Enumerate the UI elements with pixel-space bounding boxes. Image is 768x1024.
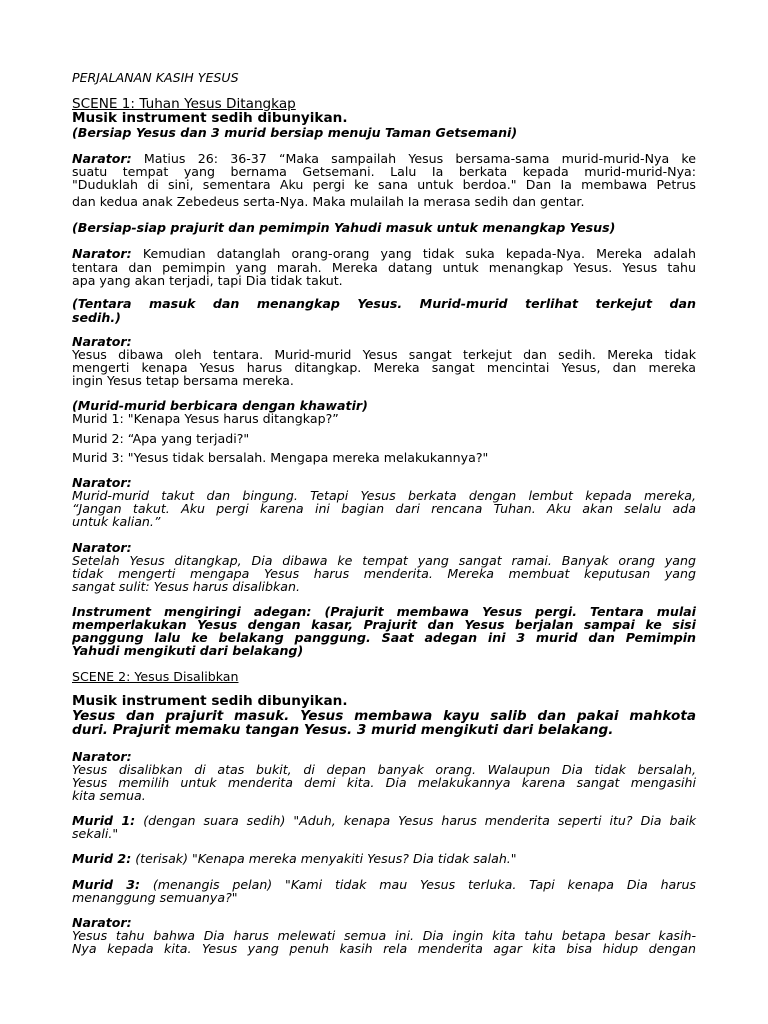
scene2-murid-2-line: Murid 2: (terisak) "Kenapa mereka menyakiti Yesus? Dia tidak salah." xyxy=(72,851,517,866)
scene1-music-note: Musik instrument sedih dibunyikan. xyxy=(72,110,348,126)
scene2-murid-3-line-1: Murid 3: (menangis pelan) "Kami tidak mau Yesus terluka. Tapi kenapa Dia harus xyxy=(72,877,696,892)
narrator-label: Narator: xyxy=(72,540,132,555)
scene2-narration-1-line-1: Yesus disalibkan di atas bukit, di depan banyak orang. Walaupun Dia tidak bersalah, xyxy=(72,762,696,777)
scene2-music-note: Musik instrument sedih dibunyikan. xyxy=(72,693,348,709)
scene1-stage-direction-4: (Murid-murid berbicara dengan khawatir) xyxy=(72,398,368,413)
scene1-narration-2-line-3: apa yang akan terjadi, tapi Dia tidak takut. xyxy=(72,273,343,288)
document-title: PERJALANAN KASIH YESUS xyxy=(72,70,239,85)
scene1-instrument-direction-line-1: Instrument mengiringi adegan: (Prajurit membawa Yesus pergi. Tentara mulai xyxy=(72,604,696,619)
scene1-narration-1-line-3: "Duduklah di sini, sementara Aku pergi ke sana untuk berdoa." Dan Ia membawa Petrus xyxy=(72,177,696,192)
scene1-stage-direction-3-line-2: sedih.) xyxy=(72,310,121,325)
scene1-heading: SCENE 1: Tuhan Yesus Ditangkap xyxy=(72,96,296,112)
scene2-narration-1-line-3: kita semua. xyxy=(72,788,146,803)
scene2-narration-2-line-2: Nya kepada kita. Yesus yang penuh kasih rela menderita agar kita bisa hidup dengan xyxy=(72,941,696,956)
murid-1-line: Murid 1: "Kenapa Yesus harus ditangkap?” xyxy=(72,411,339,426)
scene1-narration-1-line-4: dan kedua anak Zebedeus serta-Nya. Maka mulailah Ia merasa sedih dan gentar. xyxy=(72,194,585,209)
narrator-label: Narator: xyxy=(72,475,132,490)
scene1-narration-3-line-3: ingin Yesus tetap bersama mereka. xyxy=(72,373,294,388)
scene1-instrument-direction-line-3: panggung lalu ke belakang panggung. Saat adegan ini 3 murid dan Pemimpin xyxy=(72,630,696,645)
scene1-stage-direction-2: (Bersiap-siap prajurit dan pemimpin Yahudi masuk untuk menangkap Yesus) xyxy=(72,220,616,235)
scene1-stage-direction-3-line-1: (Tentara masuk dan menangkap Yesus. Murid-murid terlihat terkejut dan xyxy=(72,296,696,311)
scene1-narration-1-line-2: suatu tempat yang bernama Getsemani. Lalu Ia berkata kepada murid-murid-Nya: xyxy=(72,164,696,179)
murid-3-label: Murid 3: xyxy=(72,877,141,892)
scene2-stage-direction-line-2: duri. Prajurit memaku tangan Yesus. 3 murid mengikuti dari belakang. xyxy=(72,722,614,738)
narrator-label: Narator: xyxy=(72,749,132,764)
scene2-heading: SCENE 2: Yesus Disalibkan xyxy=(72,669,239,684)
scene1-instrument-direction-line-2: memperlakukan Yesus dengan kasar, Prajurit dan Yesus berjalan sampai ke sisi xyxy=(72,617,696,632)
murid-2-line: Murid 2: “Apa yang terjadi?" xyxy=(72,431,250,446)
scene1-narration-2-line-2: tentara dan pemimpin yang marah. Mereka datang untuk menangkap Yesus. Yesus tahu xyxy=(72,260,696,275)
scene1-stage-direction-1: (Bersiap Yesus dan 3 murid bersiap menuju Taman Getsemani) xyxy=(72,125,518,140)
scene1-narration-2-line-1: Narator: Kemudian datanglah orang-orang yang tidak suka kepada-Nya. Mereka adalah xyxy=(72,246,696,261)
scene1-narration-4-line-1: Murid-murid takut dan bingung. Tetapi Yesus berkata dengan lembut kepada mereka, xyxy=(72,488,696,503)
narrator-label: Narator: xyxy=(72,246,132,261)
murid-1-label: Murid 1: xyxy=(72,813,136,828)
murid-2-label: Murid 2: xyxy=(72,851,132,866)
scene1-instrument-direction-line-4: Yahudi mengikuti dari belakang) xyxy=(72,643,304,658)
scene1-narration-3-line-1: Yesus dibawa oleh tentara. Murid-murid Yesus sangat terkejut dan sedih. Mereka tidak xyxy=(72,347,696,362)
scene1-narration-3-line-2: mengerti kenapa Yesus harus ditangkap. Mereka sangat mencintai Yesus, dan mereka xyxy=(72,360,696,375)
scene2-narration-2-line-1: Yesus tahu bahwa Dia harus melewati semua ini. Dia ingin kita tahu betapa besar kasih- xyxy=(72,928,696,943)
narrator-label: Narator: xyxy=(72,334,132,349)
scene1-narration-4-line-3: untuk kalian.” xyxy=(72,514,161,529)
narrator-label: Narator: xyxy=(72,151,132,166)
scene2-murid-1-line-1: Murid 1: (dengan suara sedih) "Aduh, kenapa Yesus harus menderita seperti itu? Dia baik xyxy=(72,813,696,828)
narrator-label: Narator: xyxy=(72,915,132,930)
scene1-narration-5-line-3: sangat sulit: Yesus harus disalibkan. xyxy=(72,579,300,594)
murid-3-line: Murid 3: "Yesus tidak bersalah. Mengapa mereka melakukannya?" xyxy=(72,450,489,465)
scene2-stage-direction-line-1: Yesus dan prajurit masuk. Yesus membawa kayu salib dan pakai mahkota xyxy=(72,708,696,724)
scene1-narration-5-line-2: tidak mengerti mengapa Yesus harus menderita. Mereka membuat keputusan yang xyxy=(72,566,696,581)
scene1-narration-1-line-1: Narator: Matius 26: 36-37 “Maka sampailah Yesus bersama-sama murid-murid-Nya ke xyxy=(72,151,696,166)
scene2-murid-1-line-2: sekali." xyxy=(72,826,119,841)
scene1-narration-4-line-2: “Jangan takut. Aku pergi karena ini bagian dari rencana Tuhan. Aku akan selalu ada xyxy=(72,501,696,516)
scene2-murid-3-line-2: menanggung semuanya?" xyxy=(72,890,238,905)
scene1-narration-5-line-1: Setelah Yesus ditangkap, Dia dibawa ke tempat yang sangat ramai. Banyak orang yang xyxy=(72,553,696,568)
scene2-narration-1-line-2: Yesus memilih untuk menderita demi kita. Dia melakukannya karena sangat mengasihi xyxy=(72,775,696,790)
